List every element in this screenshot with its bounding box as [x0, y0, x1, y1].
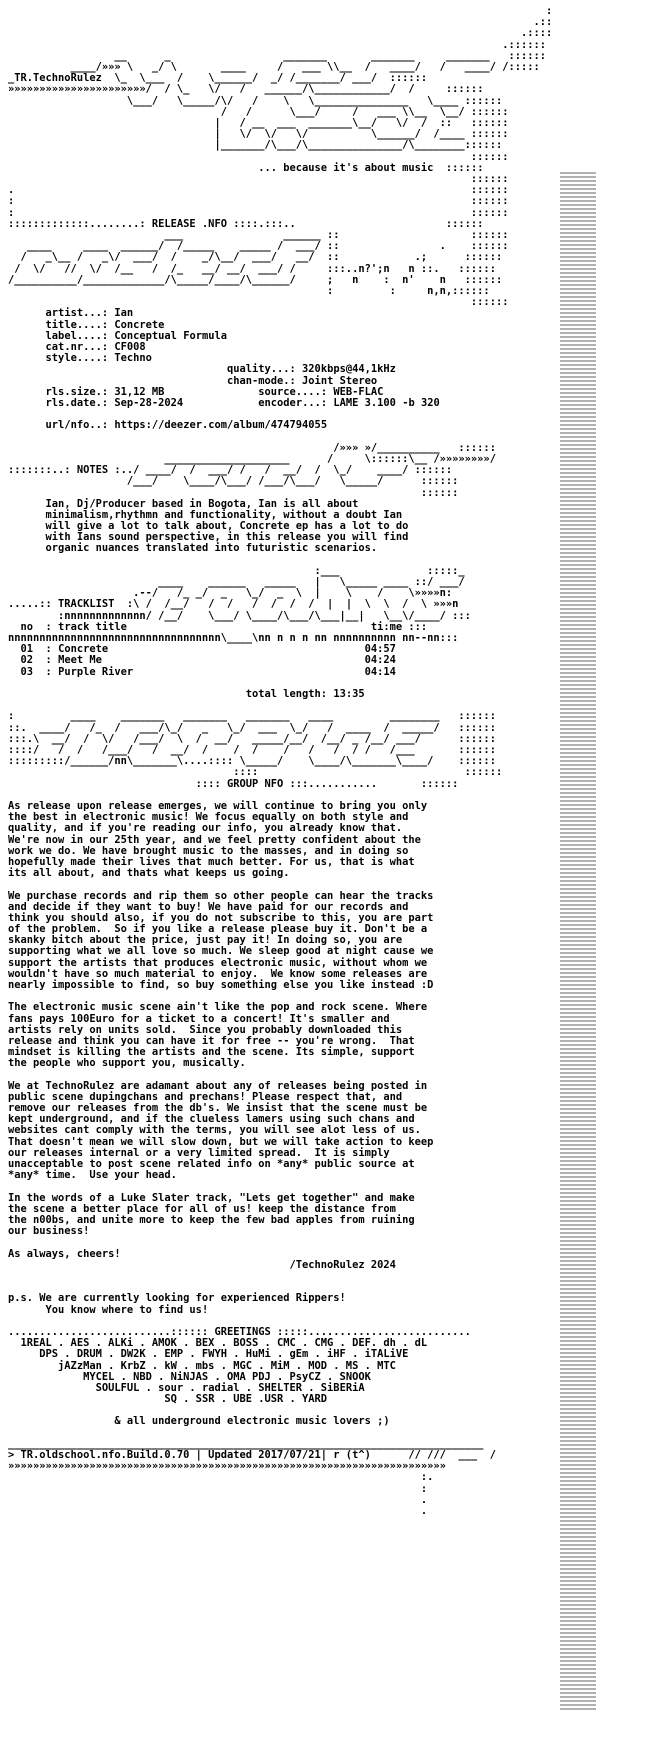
group-line: our business!: [8, 1225, 90, 1238]
greetings-section-label: ..........................:::::: GREETINGS :::::..........................: [8, 1325, 471, 1338]
notes-section-header: :::::::..: NOTES :../ ____/ / ___/ / / __/ / \_/ ____/ ::::::: [8, 464, 453, 477]
track-title: Concrete: [58, 643, 109, 656]
header-brand-line: _TR.TechnoRulez \_ \___ / \______/ _/ /_______/ ___/ ::::::: [8, 72, 428, 85]
group-line: support the artists that produces electronic music, without whom we: [8, 956, 428, 969]
footer-build: > TR.oldschool.nfo.Build.0.70 | Updated 2017/07/21| r (t^): [8, 1449, 371, 1462]
group-section-label: :::: GROUP NFO :::: [195, 777, 309, 790]
notes-line: organic nuances translated into futuristic scenarios.: [45, 542, 378, 555]
ascii-logo-art: \___/ \_____/\/ / \ \_______________ \____ :::::: / / \___/ / ___ \\__ \__/ :::::: | / __ ___ _______\__/ \/ / :: :::::: | \/ \/ \/ \______/ /____ :::::: |_______/\___/\_______________/\________:::::: ::::::: [126, 94, 509, 163]
group-line: We purchase records and rip them so other people can hear the tracks: [8, 889, 434, 902]
track-row: 01 : Concrete 04:57: [20, 643, 396, 656]
style-value: Techno: [114, 352, 152, 365]
col-no: no: [20, 620, 34, 633]
group-line: websites cant comply with the terms, you will see alot less of us.: [8, 1124, 421, 1137]
group-line: the n00bs, and unite more to keep the few bad apples from ruining: [8, 1214, 415, 1226]
notes-line: Ian, Dj/Producer based in Bogota, Ian is all about: [45, 497, 359, 510]
notes-line: minimalism,rhythmn and functionality, without a doubt Ian: [45, 508, 403, 521]
label-value: Conceptual Formula: [114, 329, 227, 342]
greetings-line: MYCEL . NBD . NiNJAS . OMA PDJ . PsyCZ . SNOOK: [83, 1370, 371, 1383]
date-value: Sep-28-2024: [114, 396, 184, 409]
group-line: We at TechnoRulez are adamant about any of releases being posted in: [8, 1079, 428, 1092]
encoder-value: LAME 3.100 -b 320: [333, 396, 440, 409]
field-artist: artist...: Ian: [45, 307, 134, 320]
field-url: url/nfo..: https://deezer.com/album/474794055: [45, 419, 328, 432]
group-line: skanky bitch about the price, just pay it! In doing so, you are: [8, 934, 403, 947]
track-no: 02: [20, 654, 34, 667]
track-title: Purple River: [58, 665, 134, 678]
track-time: 04:57: [364, 643, 396, 656]
artist-value: Ian: [114, 307, 134, 320]
group-line: *any* time. Use your head.: [8, 1169, 177, 1182]
group-line: our releases internal or a very limited spread. It is simply: [8, 1146, 390, 1159]
release-ascii-art: ___ ______ :: :::::: ____ ____ ______/ /_____ _____ / ___/ :: . :::::: / _\__ / _\/ ___/ / _/\__/ ___/ __/ :: .; :::::: / \/ // \/ /__ / /_ __/ __/ ___/ / :::..n?';n n ::. :::::: /__________/_____________/\_____/____/\______/ ; n : n' n :::::: : : n,n,::::::: [8, 229, 509, 298]
group-line: wouldn't have so much material to enjoy. We know some releases are: [8, 967, 428, 980]
group-line: public scene dupingchans and prechans! Please respect that, and: [8, 1090, 403, 1103]
field-catnr: cat.nr...: CF008: [45, 340, 146, 353]
group-line: work we do. We have brought music to the masses, and in doing so: [8, 844, 409, 857]
col-time: ti:me: [370, 620, 403, 633]
ascii-header-art: : .:: .:::: .:::::: __ _ _______ _______ _______ :::::: ____/»»» \ _/ \ ____ / ___ \\__ / ____/ / ____/ /:::::: [70, 5, 553, 74]
notes-section-label: :::::::..: NOTES :: [8, 464, 121, 477]
quality-value: 320kbps@44,1kHz: [302, 363, 396, 376]
group-line: think you should also, if you do not subscribe to this, you are part: [8, 911, 434, 924]
group-line: kept underground, and if the clueless lamers using such chans and: [8, 1113, 415, 1126]
ps-line: You know where to find us!: [45, 1303, 209, 1316]
group-line: quality, and if you're reading our info, you already know that.: [8, 822, 403, 835]
tracklist-section-label: .....:: TRACKLIST: [8, 598, 115, 611]
greetings-closing: & all underground electronic music lovers ;): [114, 1415, 390, 1428]
group-line: of the problem. So if you like a release please buy it. Don't be a: [8, 923, 428, 936]
group-line: In the words of a Luke Slater track, "Lets get together" and make: [8, 1191, 415, 1204]
total-length-line: [8, 689, 552, 700]
track-no: 03: [20, 665, 34, 678]
group-line: the scene a better place for all of us! keep the distance from: [8, 1202, 396, 1215]
group-line: As always, cheers!: [8, 1247, 121, 1260]
field-title: title....: Concrete: [45, 318, 165, 331]
header-arrows: »»»»»»»»»»»»»»»»»»»»»»: [8, 83, 146, 96]
field-label: label....: Conceptual Formula: [45, 329, 227, 342]
col-title: : track title: [45, 620, 127, 633]
tracklist-section-header: .....:: TRACKLIST :\ / /__/ / / / / / / | | \ \ / \ »»»n: [8, 598, 459, 611]
group-line: unacceptable to post scene related info on *any* public source at: [8, 1158, 415, 1171]
header-arrow-line: »»»»»»»»»»»»»»»»»»»»»»/ / \_ \/ / ______/\____________/ / ::::::: [8, 83, 484, 96]
greetings-line: jAZzMan . KrbZ . kW . mbs . MGC . MiM . MOD . MS . MTC: [58, 1359, 396, 1372]
group-line: and decide if they want to buy! We have paid for our records and: [8, 900, 409, 913]
group-line: fans pays 100Euro for a ticket to a concert! It's smaller and: [8, 1012, 390, 1025]
field-chanmode: chan-mode.: Joint Stereo: [226, 374, 378, 387]
group-ascii-art: : ____ _______ _______ _______ ____ ________ :::::: ::. ____/ /_ / ___/\_/ _ \_/ ___ \_/ / ____ / _____/ :::::: :::.\ __/ / \/ /___/ \ / __/ _____/__/ /__/ _ /__/ ___/ :::::: ::::/ / / /___/ / __/ / / / / / / / / /___ :::::: :::::::::/______/nn\_______\....:::: \_____/ \____/\_______\____/ :::::: :::: ::::::: [8, 710, 503, 779]
group-line: The electronic music scene ain't like the pop and rock scene. Where: [8, 1001, 428, 1014]
group-line: We're now in our 25th year, and we feel pretty confident about the: [8, 833, 421, 846]
group-line: remove our releases from the db's. We insist that the scene must be: [8, 1102, 428, 1115]
footer-build-line: > TR.oldschool.nfo.Build.0.70 | Updated 2017/07/21| r (t^) // /// ___ /: [8, 1449, 496, 1462]
total-value: 13:35: [333, 688, 365, 700]
notes-line: with Ians sound perspective, in this release you will find: [45, 531, 409, 544]
tagline: ... because it's about music: [258, 161, 434, 174]
notes-line: will give a lot to talk about, Concrete ep has a lot to do: [45, 520, 409, 533]
group-line: hopefully made their lives that much better. For us, that is what: [8, 855, 415, 868]
track-time: 04:24: [364, 654, 396, 667]
brand-name: TR.TechnoRulez: [14, 72, 102, 85]
group-line: nearly impossible to find, so buy something else you like instead :D: [8, 979, 434, 992]
signature: /TechnoRulez 2024: [289, 1258, 396, 1271]
group-line: That doesn't mean we will slow down, but we will take action to keep: [8, 1135, 434, 1148]
tracklist-ascii-art: :___ :::::_ ____ ______ _____ | \_____ ____ ::/ ___/ .--/ /_ _/ _ \_/ _ \ | \ / \»»»»n:: [133, 564, 465, 600]
field-date-encoder: rls.date.: Sep-28-2024 encoder...: LAME 3.100 -b 320: [45, 396, 440, 409]
ps-line: p.s. We are currently looking for experienced Rippers!: [8, 1292, 346, 1305]
group-line: artists rely on units sold. Since you probably downloaded this: [8, 1023, 403, 1036]
field-style: style....: Techno: [45, 352, 152, 365]
footer-arrows: »»»»»»»»»»»»»»»»»»»»»»»»»»»»»»»»»»»»»»»»»»»»»»»»»»»»»»»»»»»»»»»»»»»»»»: [8, 1460, 446, 1473]
decorative-dot-rail: [560, 170, 596, 1710]
group-line: As release upon release emerges, we will continue to bring you only: [8, 800, 428, 812]
url-value: https://deezer.com/album/474794055: [114, 419, 328, 432]
chanmode-value: Joint Stereo: [302, 374, 378, 387]
release-section-label: :::::::::::::........: RELEASE .NFO ::::.:::..: [8, 217, 296, 230]
track-time: 04:14: [364, 665, 396, 678]
source-value: WEB-FLAC: [333, 385, 384, 398]
greetings-line: SOULFUL . sour . radial . SHELTER . SiBERiA: [95, 1381, 365, 1394]
track-row: 02 : Meet Me 04:24: [20, 654, 396, 667]
field-quality: quality...: 320kbps@44,1kHz: [226, 363, 396, 376]
greetings-line: 1REAL . AES . ALKi . AMOK . BEX . BOSS . CMC . CMG . DEF. dh . dL: [20, 1337, 428, 1350]
track-no: 01: [20, 643, 34, 656]
size-value: 31,12 MB: [114, 385, 165, 398]
group-section-header: :::: GROUP NFO :::........... ::::::: [195, 777, 459, 790]
group-line: the best in electronic music! We focus equally on both style and: [8, 811, 409, 824]
field-size-source: rls.size.: 31,12 MB source....: WEB-FLAC: [45, 385, 384, 398]
tagline-line: ... because it's about music ::::::: [258, 161, 484, 174]
group-line: the people who support you, musically.: [8, 1057, 246, 1070]
track-title: Meet Me: [58, 654, 102, 667]
greetings-line: SQ . SSR . UBE .USR . YARD: [164, 1393, 328, 1406]
notes-ascii-art: /»»» »/__________ :::::: ____________________ / \::::::\__ /»»»»»»»»/: [164, 441, 496, 465]
greetings-line: DPS . DRUM . DW2K . EMP . FWYH . HuMi . gEm . iHF . iTALiVE: [39, 1348, 409, 1361]
release-section-header: :::::::::::::........: RELEASE .NFO ::::.:::.. ::::::: [8, 217, 484, 230]
group-line: release and think you can have it for free -- you're wrong. That: [8, 1034, 415, 1047]
group-line: its all about, and thats what keeps us going.: [8, 867, 290, 880]
total-label: total length:: [245, 688, 328, 700]
catnr-value: CF008: [114, 340, 146, 353]
signature-line: [8, 1260, 552, 1271]
tracklist-columns: no : track title ti:me :::: [20, 620, 428, 633]
title-value: Concrete: [114, 318, 165, 331]
nfo-document: : .:: .:::: .:::::: __ _ _______ _______ _______ :::::: ____/»»» \ _/ \ ____ / ___ \\__ / ____/ / ____/ /::::: _TR.TechnoRulez \_ \___ / \______/ _/ /_______/ ___/ :::::: »»»»»»»»»»»»»»»»»»»»»»/ / \_ \/ / ______/\____________/ / :::::: \___/ \_____/\/ / \ \_______________ \____ :::::: / / \___/ / ___ \\__ \__/ :::::: | / __ ___ _______\__/ \/ / :: :::::: | \/ \/ \/ \______/ /____ :::::: |_______/\___/\_______________/\________:::::: :::::: ... because it's about music :::::: :::::: . :::::: : :::::: : :::::: :::::::::::::........: RELEASE .NFO ::::.:::.. :::::: ___ ______ :: :::::: ____ ____ ______/ /_____ _____ / ___/ :: . :::::: / _\__ / _\/ ___/ / _/\__/ ___/ __/ :: .; :::::: / \/ // \/ /__ / /_ __/ __/ ___/ / :::..n?';n n ::. :::::: /__________/_____________/\_____/____/\______/ ; n : n' n :::::: : : n,n,:::::: :::::: artist...: Ian title....: Concrete label....: Conceptual Formula cat.nr...: CF008 style....: Techno quality...: 320kbps@44,1kHz chan-mode.: Joint Stereo rls.size.: 31,12 MB source....: WEB-FLAC rls.date.: Sep-28-2024 encoder...: LAME 3.100 -b 320 url/nfo..: https://deezer.com/album/474794055 /»»» »/__________ :::::: ____________________ / \::::::\__ /»»»»»»»»/ :::::::..: NOTES :../ ____/ / ___/ / / __/ / \_/ ____/ :::::: /___/ \____/\___/ /___/\___/ \_____/ :::::: :::::: Ian, Dj/Producer based in Bogota, Ian is all about minimalism,rhythmn and functionality, without a doubt Ian will give a lot to talk about, Concrete ep has a lot to do with Ians sound perspective, in this release you will find organic nuances translated into futuristic scenarios. :___ :::::_ ____ ______ _____ | \_____ ____ ::/ ___/ .--/ /_ _/ _ \_/ _ \ | \ / \»»»»n: .....:: TRACKLIST :\ / /__/ / / / / / / | | \ \ / \ »»»n :nnnnnnnnnnnnn/ /__/ \___/ \____/\___/\___|__| \__\/____/ ::: no : track title ti:me ::: nnnnnnnnnnnnnnnnnnnnnnnnnnnnnnnnnn\____\nn n n n nn nnnnnnnnnn nn--nn::: 01 : Concrete 04:57 02 : Meet Me 04:24 03 : Purple River 04:14 total length: 13:35 : ____ _______ _______ _______ ____ ________ :::::: ::. ____/ /_ / ___/\_/ _ \_/ ___ \_/ / ____ / _____/ :::::: :::.\ __/ / \/ /___/ \ / __/ _____/__/ /__/ _ /__/ ___/ :::::: ::::/ / / /___/ / __/ / / / / / / / / /___ :::::: :::::::::/______/nn\_______\....:::: \_____/ \____/\_______\____/ :::::: :::: :::::: :::: GROUP NFO :::........... :::::: As release upon release emerges, we will continue to bring you only the best in electronic music! We focus equally on both style and quality, and if you're reading our info, you already know that. We're now in our 25th year, and we feel pretty confident about the work we do. We have brought music to the masses, and in doing so hopefully made their lives that much better. For us, that is what its all about, and thats what keeps us going. We purchase records and rip them so other people can hear the tracks and decide if they want to buy! We have paid for our records and think you should also, if you do not subscribe to this, you are part of the problem. So if you like a release please buy it. Don't be a skanky bitch about the price, just pay it! In doing so, you are supporting what we all love so much. We sleep good at night cause we support the artists that produces electronic music, without whom we wouldn't have so much material to enjoy. We know some releases are nearly impossible to find, so buy something else you like instead :D The electronic music scene ain't like the pop and rock scene. Where fans pays 100Euro for a ticket to a concert! It's smaller and artists rely on units sold. Since you probably downloaded this release and think you can have it for free -- you're wrong. That mindset is killing the artists and the scene. Its simple, support the people who support you, musically. We at TechnoRulez are adamant about any of releases being posted in public scene dupingchans and prechans! Please respect that, and remove our releases from the db's. We insist that the scene must be kept underground, and if the clueless lamers using such chans and websites cant comply with the terms, you will see alot less of us. That doesn't mean we will slow down, but we will take action to keep our releases internal or a very limited spread. It is simply unacceptable to post scene related info on *any* public source at *any* time. Use your head. In the words of a Luke Slater track, "Lets get together" and make the scene a better place for all of us! keep the distance from the n00bs, and unite more to keep the few bad apples from ruining our business! As always, cheers! /TechnoRulez 2024 p.s. We are currently looking for experienced Rippers! You know where to find us! ..........................:::::: GREETINGS :::::.......................... 1REAL . AES . ALKi . AMOK . BEX . BOSS . CMC . CMG . DEF. dh . dL DPS . DRUM . DW2K . EMP . FWYH . HuMi . gEm . iHF . iTALiVE jAZzMan . KrbZ . kW . mbs . MGC . MiM . MOD . MS . MTC MYCEL . NBD . NiNJAS . OMA PDJ . PsyCZ . SNOOK SOULFUL . sour . radial . SHELTER . SiBERiA SQ . SSR . UBE .USR . YARD & all underground electronic music lovers ;) ____________________________________________________________________________ > TR.oldschool.nfo.Build.0.70 | Updated 2017/07/21| r (t^) // /// ___ / »»»»»»»»»»»»»»»»»»»»»»»»»»»»»»»»»»»»»»»»»»»»»»»»»»»»»»»»»»»»»»»»»»»»»» :. : . .: [8, 5, 553, 1518]
group-line: mindset is killing the artists and the scene. Its simple, support: [8, 1046, 415, 1059]
track-row: 03 : Purple River 04:14: [20, 665, 396, 678]
group-line: supporting what we all love so much. We sleep good at night cause we: [8, 945, 434, 958]
